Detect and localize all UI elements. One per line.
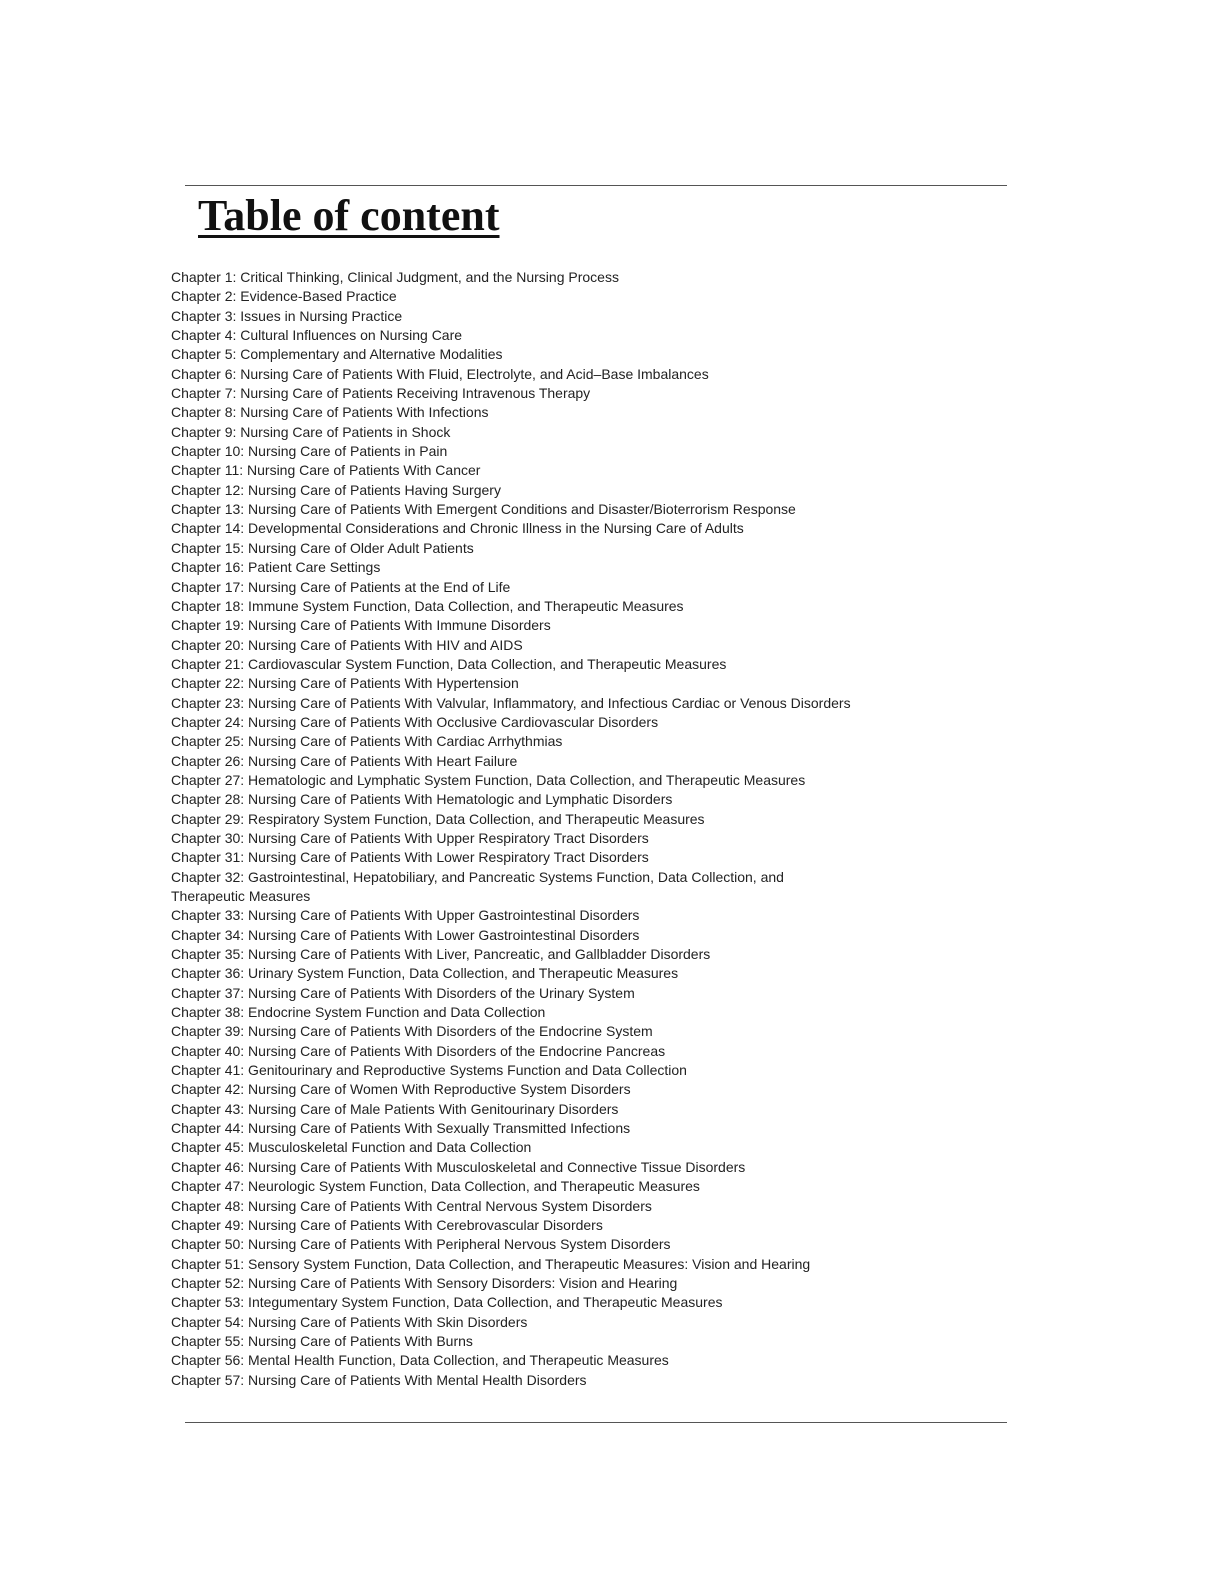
toc-entry: Chapter 2: Evidence-Based Practice [171, 288, 397, 305]
toc-entry: Chapter 29: Respiratory System Function, Data Collection, and Therapeutic Measures [171, 810, 705, 827]
toc-entry: Chapter 56: Mental Health Function, Data Collection, and Therapeutic Measures [171, 1352, 669, 1369]
toc-entry: Chapter 39: Nursing Care of Patients With Disorders of the Endocrine System [171, 1023, 653, 1040]
toc-entry: Chapter 50: Nursing Care of Patients With Peripheral Nervous System Disorders [171, 1236, 671, 1253]
toc-entry: Chapter 51: Sensory System Function, Data Collection, and Therapeutic Measures: Vision and Hearing [171, 1255, 811, 1272]
toc-entry: Chapter 30: Nursing Care of Patients With Upper Respiratory Tract Disorders [171, 829, 649, 846]
toc-entry: Chapter 43: Nursing Care of Male Patients With Genitourinary Disorders [171, 1100, 619, 1117]
toc-entry: Chapter 25: Nursing Care of Patients With Cardiac Arrhythmias [171, 733, 563, 750]
toc-entry: Chapter 32: Gastrointestinal, Hepatobiliary, and Pancreatic Systems Function, Data Collection, and Therapeutic Measures [171, 868, 784, 904]
toc-entry: Chapter 27: Hematologic and Lymphatic System Function, Data Collection, and Therapeutic Measures [171, 771, 806, 788]
toc-entry: Chapter 41: Genitourinary and Reproductive Systems Function and Data Collection [171, 1062, 687, 1079]
top-divider [185, 185, 1007, 186]
toc-entry: Chapter 46: Nursing Care of Patients With Musculoskeletal and Connective Tissue Disorders [171, 1158, 746, 1175]
toc-entry: Chapter 20: Nursing Care of Patients With HIV and AIDS [171, 636, 523, 653]
toc-entry: Chapter 57: Nursing Care of Patients With Mental Health Disorders [171, 1371, 587, 1388]
toc-entry: Chapter 53: Integumentary System Function, Data Collection, and Therapeutic Measures [171, 1294, 723, 1311]
toc-entry: Chapter 49: Nursing Care of Patients With Cerebrovascular Disorders [171, 1216, 603, 1233]
toc-entry: Chapter 3: Issues in Nursing Practice [171, 307, 403, 324]
toc-entry: Chapter 14: Developmental Considerations and Chronic Illness in the Nursing Care of Adults [171, 520, 744, 537]
toc-entry: Chapter 52: Nursing Care of Patients With Sensory Disorders: Vision and Hearing [171, 1274, 678, 1291]
toc-entry: Chapter 18: Immune System Function, Data Collection, and Therapeutic Measures [171, 597, 684, 614]
toc-entry: Chapter 10: Nursing Care of Patients in Pain [171, 443, 448, 460]
toc-entry: Chapter 24: Nursing Care of Patients With Occlusive Cardiovascular Disorders [171, 713, 659, 730]
toc-entry: Chapter 47: Neurologic System Function, Data Collection, and Therapeutic Measures [171, 1178, 700, 1195]
toc-entry: Chapter 38: Endocrine System Function and Data Collection [171, 1004, 546, 1021]
toc-entry: Chapter 11: Nursing Care of Patients With Cancer [171, 462, 481, 479]
toc-entry: Chapter 35: Nursing Care of Patients With Liver, Pancreatic, and Gallbladder Disorders [171, 946, 711, 963]
toc-entry: Chapter 33: Nursing Care of Patients With Upper Gastrointestinal Disorders [171, 907, 640, 924]
toc-entry: Chapter 21: Cardiovascular System Function, Data Collection, and Therapeutic Measures [171, 655, 727, 672]
toc-entry: Chapter 40: Nursing Care of Patients With Disorders of the Endocrine Pancreas [171, 1042, 666, 1059]
toc-entry: Chapter 42: Nursing Care of Women With Reproductive System Disorders [171, 1081, 631, 1098]
toc-entry: Chapter 31: Nursing Care of Patients With Lower Respiratory Tract Disorders [171, 849, 649, 866]
toc-entry: Chapter 48: Nursing Care of Patients With Central Nervous System Disorders [171, 1197, 652, 1214]
bottom-divider [185, 1422, 1007, 1423]
toc-entry: Chapter 54: Nursing Care of Patients With Skin Disorders [171, 1313, 528, 1330]
toc-entry: Chapter 1: Critical Thinking, Clinical Judgment, and the Nursing Process [171, 269, 619, 285]
toc-entry: Chapter 37: Nursing Care of Patients With Disorders of the Urinary System [171, 984, 635, 1001]
toc-entry: Chapter 9: Nursing Care of Patients in Shock [171, 423, 451, 440]
toc-entry: Chapter 8: Nursing Care of Patients With Infections [171, 404, 489, 421]
toc-entry: Chapter 15: Nursing Care of Older Adult Patients [171, 539, 474, 556]
toc-entry: Chapter 34: Nursing Care of Patients With Lower Gastrointestinal Disorders [171, 926, 640, 943]
toc-entry: Chapter 5: Complementary and Alternative Modalities [171, 346, 503, 363]
toc-entry: Chapter 44: Nursing Care of Patients With Sexually Transmitted Infections [171, 1120, 631, 1137]
toc-entry: Chapter 16: Patient Care Settings [171, 559, 381, 576]
toc-entry: Chapter 13: Nursing Care of Patients With Emergent Conditions and Disaster/Bioterrorism Response [171, 501, 796, 518]
toc-entry: Chapter 36: Urinary System Function, Data Collection, and Therapeutic Measures [171, 965, 679, 982]
toc-entry: Chapter 7: Nursing Care of Patients Receiving Intravenous Therapy [171, 385, 591, 402]
toc-entry: Chapter 28: Nursing Care of Patients With Hematologic and Lymphatic Disorders [171, 791, 673, 808]
toc-entry: Chapter 23: Nursing Care of Patients With Valvular, Inflammatory, and Infectious Cardiac or Venous Disorders [171, 694, 851, 711]
toc-entry: Chapter 19: Nursing Care of Patients With Immune Disorders [171, 617, 551, 634]
toc-entry: Chapter 17: Nursing Care of Patients at the End of Life [171, 578, 511, 595]
table-of-contents [171, 268, 931, 1390]
page-title: Table of content [198, 191, 500, 240]
toc-entry: Chapter 4: Cultural Influences on Nursing Care [171, 327, 463, 344]
toc-entry: Chapter 45: Musculoskeletal Function and Data Collection [171, 1139, 532, 1156]
toc-entry: Chapter 55: Nursing Care of Patients With Burns [171, 1332, 473, 1349]
toc-entry: Chapter 12: Nursing Care of Patients Having Surgery [171, 481, 501, 498]
toc-entry: Chapter 6: Nursing Care of Patients With Fluid, Electrolyte, and Acid–Base Imbalances [171, 365, 709, 382]
toc-entry: Chapter 26: Nursing Care of Patients With Heart Failure [171, 752, 518, 769]
toc-entry: Chapter 22: Nursing Care of Patients With Hypertension [171, 675, 519, 692]
